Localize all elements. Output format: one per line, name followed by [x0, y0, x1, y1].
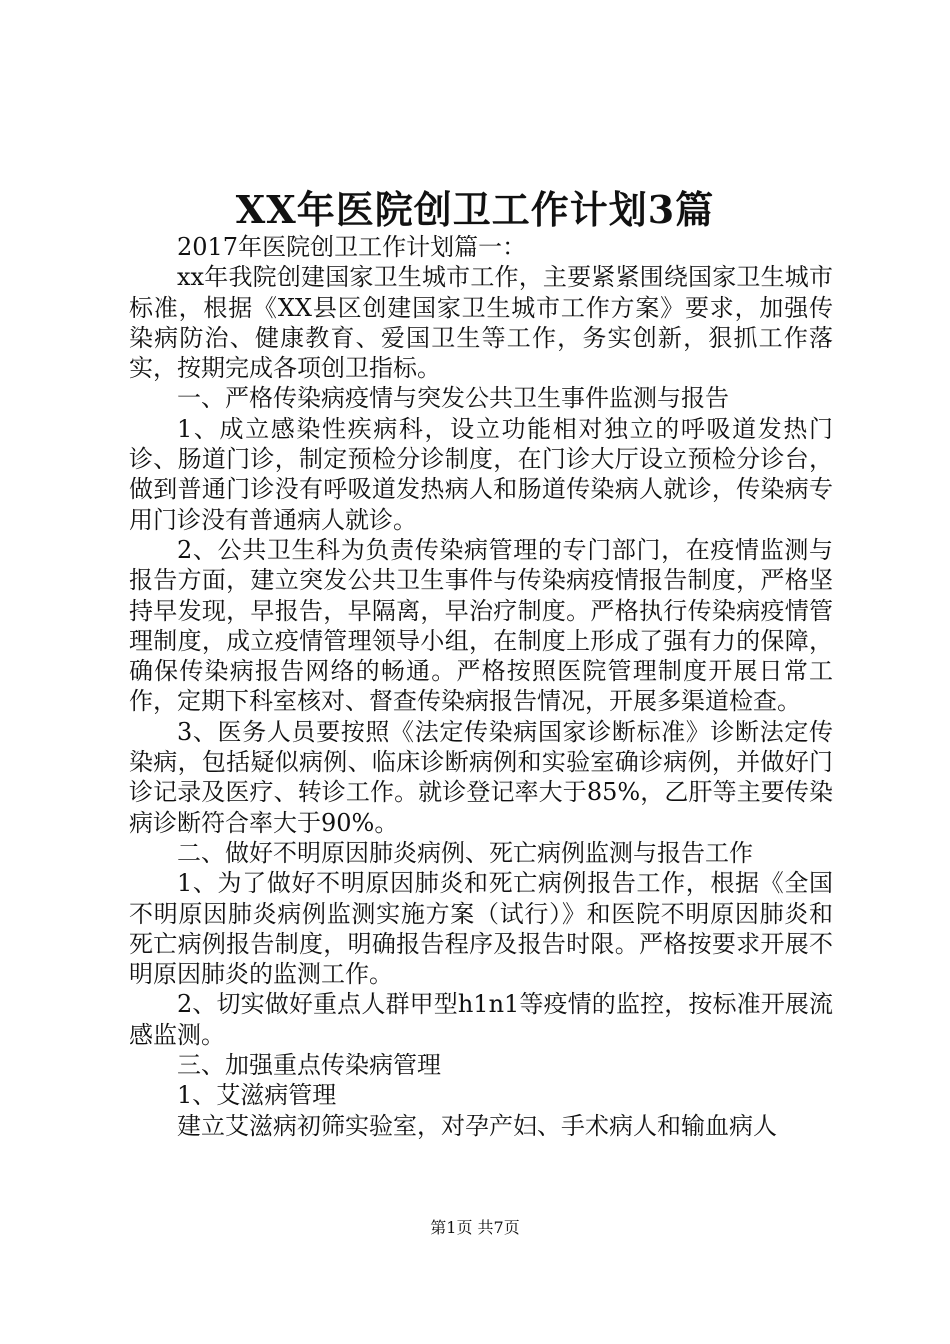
section-heading-2: 二、做好不明原因肺炎病例、死亡病例监测与报告工作 [177, 838, 753, 867]
paragraph-3-1: 建立艾滋病初筛实验室，对孕产妇、手术病人和输血病人 [177, 1111, 777, 1140]
paragraph-overview: xx年我院创建国家卫生城市工作，主要紧紧围绕国家卫生城市标准，根据《XX县区创建国家卫生城市工作方案》要求，加强传染病防治、健康教育、爱国卫生等工作，务实创新，狠抓工作落实，按期完成各项创卫指标。 [129, 263, 833, 383]
subsection-heading-3-1: 1、艾滋病管理 [177, 1081, 337, 1110]
section-heading-3: 三、加强重点传染病管理 [177, 1051, 441, 1080]
page-footer: 第1页 共7页 [430, 1218, 520, 1237]
paragraph-2-2: 2、切实做好重点人群甲型h1n1等疫情的监控，按标准开展流感监测。 [129, 990, 833, 1049]
document-title: XX年医院创卫工作计划3篇 [235, 187, 715, 232]
paragraph-1-1: 1、成立感染性疾病科，设立功能相对独立的呼吸道发热门诊、肠道门诊，制定预检分诊制度，在门诊大厅设立预检分诊台，做到普通门诊没有呼吸道发热病人和肠道传染病人就诊，传染病专用门诊没有普通病人就诊。 [129, 414, 833, 534]
paragraph-2-1: 1、为了做好不明原因肺炎和死亡病例报告工作，根据《全国不明原因肺炎病例监测实施方案（试行）》和医院不明原因肺炎和死亡病例报告制度，明确报告程序及报告时限。严格按要求开展不明原因肺炎的监测工作。 [129, 869, 833, 989]
section-heading-1: 一、严格传染病疫情与突发公共卫生事件监测与报告 [177, 384, 729, 413]
document-body [129, 232, 833, 1141]
paragraph-1-2: 2、公共卫生科为负责传染病管理的专门部门，在疫情监测与报告方面，建立突发公共卫生事件与传染病疫情报告制度，严格坚持早发现，早报告，早隔离，早治疗制度。严格执行传染病疫情管理制度，成立疫情管理领导小组，在制度上形成了强有力的保障，确保传染病报告网络的畅通。严格按照医院管理制度开展日常工作，定期下科室核对、督查传染病报告情况，开展多渠道检查。 [129, 535, 833, 716]
paragraph-1-3: 3、医务人员要按照《法定传染病国家诊断标准》诊断法定传染病，包括疑似病例、临床诊断病例和实验室确诊病例，并做好门诊记录及医疗、转诊工作。就诊登记率大于85%，乙肝等主要传染病诊断符合率大于90%。 [129, 717, 833, 837]
paragraph-intro-heading: 2017年医院创卫工作计划篇一： [177, 233, 527, 261]
